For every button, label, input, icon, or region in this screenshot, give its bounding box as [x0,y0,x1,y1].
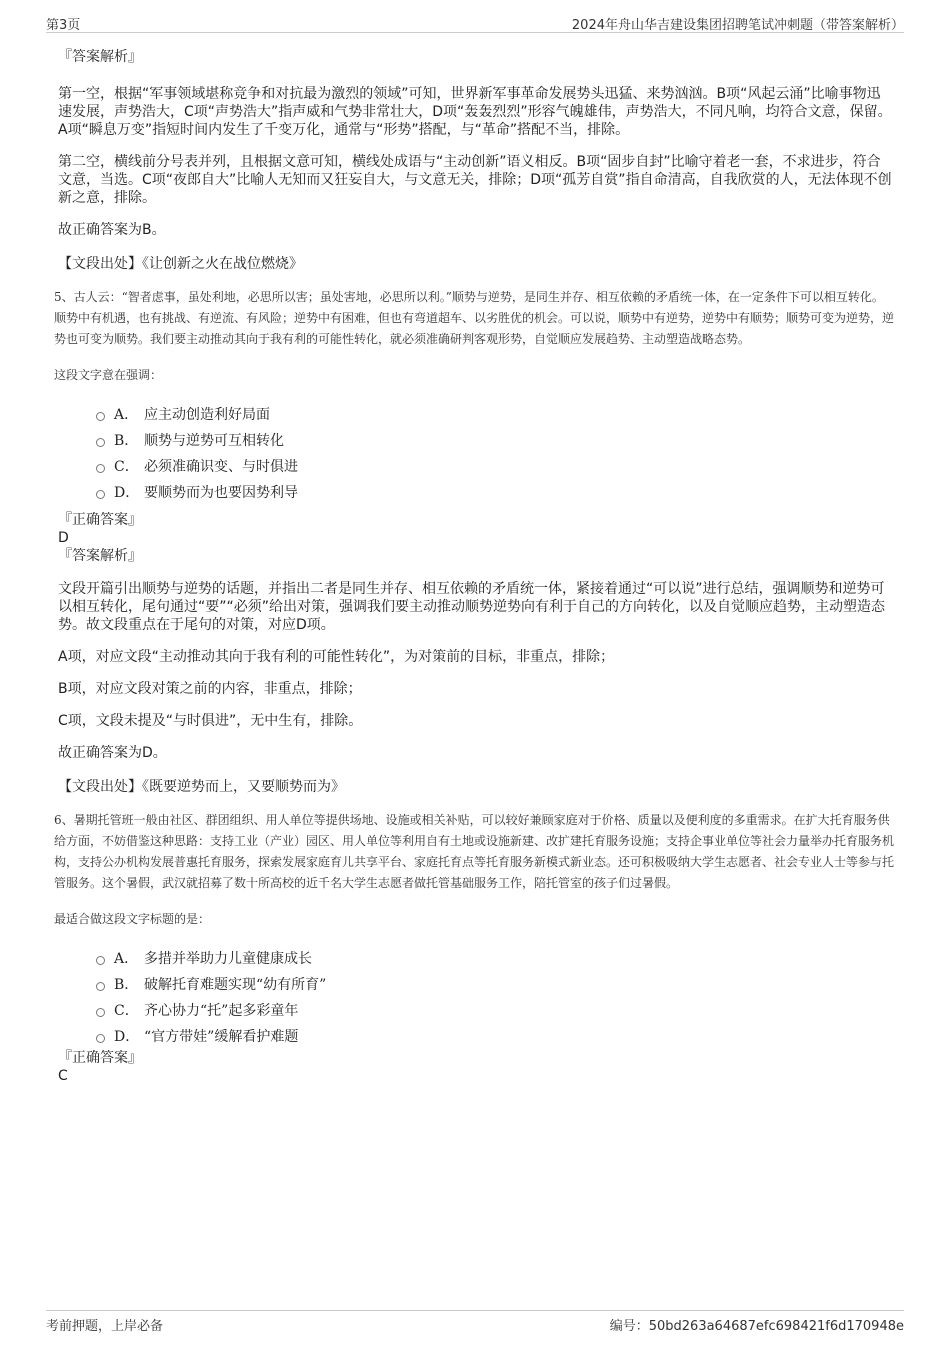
q6-option-d[interactable] [96,1023,894,1049]
q4-conclusion: 故正确答案为B。 [58,222,166,238]
q4-analysis-para-1: 第一空，根据“军事领域堪称竞争和对抗最为激烈的领域”可知，世界新军事革命发展势头迅猛、来势汹汹。B项“风起云涌”比喻事物迅速发展，声势浩大，C项“声势浩大”指声威和气势非常壮大，D项“轰轰烈烈”形容气魄雄伟，声势浩大，不同凡响，均符合文意，保留。A项“瞬息万变”指短时间内发生了千变万化，通常与“形势”搭配，与“革命”搭配不当，排除。 [58,86,892,138]
page-number: 第3页 [46,18,81,33]
q5-note-c: C项，文段未提及“与时俱进”，无中生有，排除。 [58,713,363,729]
q5-correct-answer: D [58,530,69,546]
option-text: 齐心协力“托”起多彩童年 [144,1003,299,1019]
q6-option-b[interactable] [96,971,894,997]
q5-option-a[interactable] [96,401,894,427]
q4-analysis-label: 『答案解析』 [58,49,142,65]
q4-analysis-para-2: 第二空，横线前分号表并列，且根据文意可知，横线处成语与“主动创新”语义相反。B项“固步自封”比喻守着老一套，不求进步，符合文意，当选。C项“夜郎自大”比喻人无知而又狂妄自大，与文意无关，排除；D项“孤芳自赏”指自命清高，自我欣赏的人，无法体现不创新之意，排除。 [58,154,892,206]
q6-correct-answer: C [58,1068,68,1084]
radio-icon[interactable] [96,956,105,965]
option-letter: A． [114,407,139,423]
option-text: 应主动创造利好局面 [144,407,270,423]
footer-slogan: 考前押题，上岸必备 [46,1319,164,1334]
option-text: 要顺势而为也要因势利导 [144,485,298,501]
option-letter: D． [114,1029,140,1045]
q5-analysis-label: 『答案解析』 [58,548,142,564]
q5-option-d[interactable] [96,479,894,505]
option-text: 必须准确识变、与时俱进 [144,459,298,475]
document-body [54,44,895,1085]
radio-icon[interactable] [96,412,105,421]
q6-option-c[interactable] [96,997,894,1023]
code-label: 编号： [609,1319,649,1334]
option-letter: A． [114,951,139,967]
option-letter: B． [114,433,139,449]
option-letter: D． [114,485,140,501]
option-text: “官方带娃”缓解看护难题 [144,1029,299,1045]
q5-option-c[interactable] [96,453,894,479]
option-text: 破解托育难题实现“幼有所育” [144,977,327,993]
option-letter: C． [114,459,139,475]
option-text: 多措并举助力儿童健康成长 [144,951,312,967]
q5-options [96,401,894,505]
q6-options [96,945,894,1049]
q6-correct-label: 『正确答案』 [58,1050,142,1066]
page-header [46,10,904,33]
q5-question-text: 5、古人云：“智者虑事，虽处利地，必思所以害；虽处害地，必思所以利。”顺势与逆势，是同生并存、相互依赖的矛盾统一体，在一定条件下可以相互转化。顺势中有机遇，也有挑战、有逆流、有风险；逆势中有困难，但也有弯道超车、以劣胜优的机会。可以说，顺势中有逆势，逆势中有顺势；顺势可变为逆势，逆势也可变为顺势。我们要主动推动其向于我有利的可能性转化，就必须准确研判客观形势，自觉顺应发展趋势、主动塑造战略态势。 [54,290,895,346]
q5-correct-label: 『正确答案』 [58,512,142,528]
q6-prompt: 最适合做这段文字标题的是： [54,912,211,926]
page-footer [46,1310,904,1335]
q5-note-a: A项，对应文段“主动推动其向于我有利的可能性转化”，为对策前的目标，非重点，排除； [58,649,615,665]
option-letter: C． [114,1003,139,1019]
radio-icon[interactable] [96,1008,105,1017]
q5-source: 【文段出处】《既要逆势而上，又要顺势而为》 [58,779,345,795]
q6-option-a[interactable] [96,945,894,971]
option-text: 顺势与逆势可互相转化 [144,433,284,449]
radio-icon[interactable] [96,464,105,473]
radio-icon[interactable] [96,438,105,447]
q5-prompt: 这段文字意在强调： [54,368,163,382]
option-letter: B． [114,977,139,993]
radio-icon[interactable] [96,1034,105,1043]
q6-question-text: 6、暑期托管班一般由社区、群团组织、用人单位等提供场地、设施或相关补贴，可以较好兼顾家庭对于价格、质量以及便利度的多重需求。在扩大托育服务供给方面，不妨借鉴这种思路：支持工业（产业）园区、用人单位等利用自有土地或设施新建、改扩建托育服务设施；支持企事业单位等社会力量举办托育服务机构，支持公办机构发展普惠托育服务，探索发展家庭育儿共享平台、家庭托育点等托育服务新模式新业态。还可积极吸纳大学生志愿者、社会专业人士等参与托管服务。这个暑假，武汉就招募了数十所高校的近千名大学生志愿者做托管基础服务工作，陪托管室的孩子们过暑假。 [54,813,895,890]
document-code [610,1315,904,1334]
radio-icon[interactable] [96,490,105,499]
q5-note-b: B项，对应文段对策之前的内容，非重点，排除； [58,681,362,697]
code-value: 50bd263a64687efc698421f6d170948e [648,1319,904,1334]
q4-source: 【文段出处】《让创新之火在战位燃烧》 [58,256,303,272]
q5-analysis-para-1: 文段开篇引出顺势与逆势的话题，并指出二者是同生并存、相互依赖的矛盾统一体，紧接着通过“可以说”进行总结，强调顺势和逆势可以相互转化，尾句通过“要”“必须”给出对策，强调我们要主动推动顺势逆势向有利于自己的方向转化，以及自觉顺应趋势，主动塑造态势。故文段重点在于尾句的对策，对应D项。 [58,581,886,633]
q5-conclusion: 故正确答案为D。 [58,745,167,761]
radio-icon[interactable] [96,982,105,991]
q5-option-b[interactable] [96,427,894,453]
document-title: 2024年舟山华吉建设集团招聘笔试冲刺题（带答案解析） [571,18,904,33]
